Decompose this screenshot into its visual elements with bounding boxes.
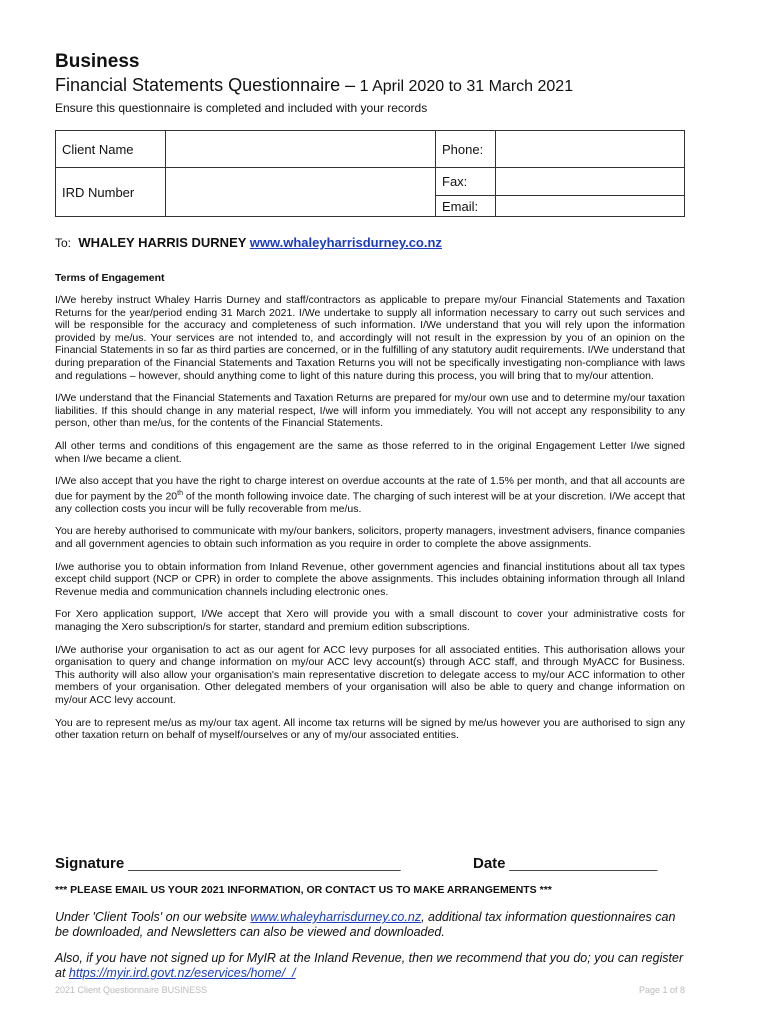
terms-paragraph: I/We authorise your organisation to act as our agent for ACC levy purposes for all associated entities. This authorisation allows your organisation to query and change information on my/our ACC levy account(s) through ACC staff, and through MyACC for Business. This authority will also allow your organisation's main representative discretion to delegate access to my/our ACC information to other members of your organisation. Other delegated members of your organisation will also be able to query and change information on my/our ACC levy account. [55,643,685,706]
page-footer [55,985,685,995]
terms-paragraph [55,475,685,515]
terms-paragraph: I/We understand that the Financial Statements and Taxation Returns are prepared for my/our own use and to determine my/our taxation liabilities. If this should change in any material respect, I/we will inform you immediately. You will not accept any responsibility to any person, other than me/us, for the contents of the Financial Statements. [55,392,685,430]
document-title: Business [55,51,140,72]
signature-row [55,855,685,872]
myir-text: Also, if you have not signed up for MyIR at the Inland Revenue, then we recommend that you do; you can register at [55,951,684,980]
firm-website-link[interactable]: www.whaleyharrisdurney.co.nz [249,235,442,250]
email-notice: *** PLEASE EMAIL US YOUR 2021 INFORMATION, OR CONTACT US TO MAKE ARRANGEMENTS *** [55,884,552,896]
page-number: Page 1 of 8 [638,985,685,995]
phone-field[interactable] [496,131,685,168]
client-name-label: Client Name [56,131,166,168]
client-tools-text: Under 'Client Tools' on our website [55,910,251,924]
terms-heading: Terms of Engagement [55,272,165,284]
terms-paragraph: I/We hereby instruct Whaley Harris Durney and staff/contractors as applicable to prepare my/our Financial Statements and Taxation Returns for the year/period ending 31 March 2021. I/We undertake to supply all information necessary to carry out such services and will be responsible for the accuracy and completeness of such information. I/We understand that you will rely upon the information provided by me/us. Your services are not intended to, and accordingly will not result in the expression by you of an opinion on the Financial Statements in so far as third parties are concerned, or in the fulfilling of any statutory audit requirements. I/We understand that during preparation of the Financial Statements and Taxation Returns you will not be specifically investigating non-compliance with laws and regulations – however, should anything come to light of this nature during this process, you will bring that to my/our attention. [55,294,685,382]
completion-instruction: Ensure this questionnaire is completed and included with your records [55,101,428,115]
terms-paragraph: You are hereby authorised to communicate with my/our bankers, solicitors, property managers, investment advisers, finance companies and all government agencies to obtain such information as you require in order to complete the above assignments. [55,525,685,550]
fax-field[interactable] [496,168,685,196]
questionnaire-page [55,50,685,742]
ordinal-suffix: th [177,489,183,497]
subtitle-main: Financial Statements Questionnaire – [55,75,356,95]
client-tools-text-end: , additional tax information questionnaires can be downloaded, and Newsletters can also be viewed and downloaded. [55,910,676,939]
footer-document-name: 2021 Client Questionnaire BUSINESS [55,985,208,995]
signature-label: Signature [55,855,125,872]
terms-paragraph: For Xero application support, I/We accept that Xero will provide you with a small discount to cover your administrative costs for managing the Xero subscription/s for starter, standard and premium edition subscriptions. [55,608,685,633]
firm-name: WHALEY HARRIS DURNEY [78,235,247,250]
client-tools-link[interactable]: www.whaleyharrisdurney.co.nz [250,910,422,924]
terms-paragraph: You are to represent me/us as my/our tax agent. All income tax returns will be signed by me/us however you are authorised to sign any other taxation return on behalf of myself/ourselves or any of my/our associated entities. [55,716,685,742]
fax-label: Fax: [436,168,496,196]
subtitle-dates: 1 April 2020 to 31 March 2021 [355,78,574,95]
ird-number-label: IRD Number [56,168,166,217]
myir-note [55,951,685,981]
email-field[interactable] [496,196,685,217]
date-line[interactable]: ___________________ [509,855,658,871]
terms-paragraph: All other terms and conditions of this engagement are the same as those referred to in the original Engagement Letter I/we signed when I/we became a client. [55,439,685,465]
myir-link[interactable]: https://myir.ird.govt.nz/eservices/home/_/ [68,966,296,980]
interest-text-a: I/We also accept that you have the right to charge interest on overdue accounts at the rate of 1.5% per month, and that all accounts are due for payment by the 20 [55,475,685,503]
addressee-line [55,235,685,250]
signature-line[interactable]: ___________________________________ [128,855,401,871]
client-name-field[interactable] [166,131,436,168]
date-label: Date [473,855,506,872]
to-label: To: [55,236,72,250]
phone-label: Phone: [436,131,496,168]
interest-text-b: of the month following invoice date. The charging of such interest will be at your discretion. I/We accept that any collection costs you incur will be fully recoverable from me/us. [55,490,685,515]
client-details-table [55,130,685,217]
document-subtitle [55,74,685,98]
ird-number-field[interactable] [166,168,436,217]
terms-paragraph: I/we authorise you to obtain information from Inland Revenue, other government agencies and financial institutions about all tax types except child support (NCP or CPR) in order to complete the above assignments. This includes obtaining information through all Inland Revenue media and communication channels including electronic ones. [55,560,685,598]
email-label: Email: [436,196,496,217]
client-tools-note [55,910,685,940]
